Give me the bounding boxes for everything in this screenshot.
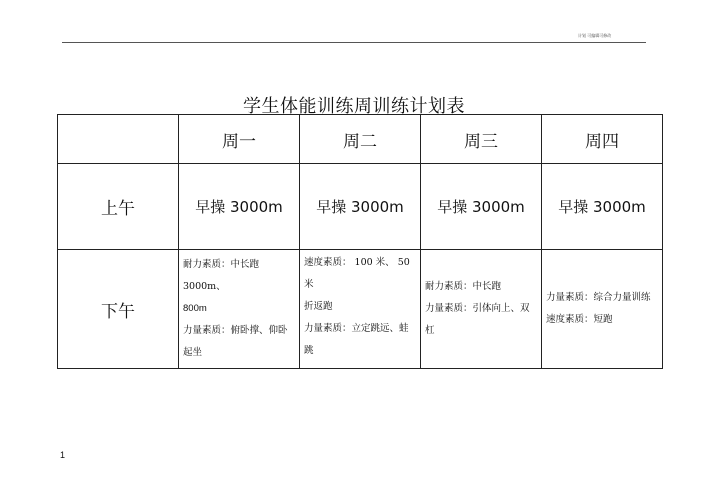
day-header-tue: 周二 — [300, 115, 421, 164]
afternoon-line: 折返跑 — [304, 301, 333, 312]
period-label-afternoon: 下午 — [58, 250, 179, 369]
afternoon-line: 力量素质：引体向上、双 — [425, 303, 530, 314]
training-plan-table — [57, 114, 663, 369]
afternoon-line: 跳 — [304, 345, 314, 356]
document-title: 学生体能训练周训练计划表 — [243, 96, 465, 117]
afternoon-cell-mon — [179, 250, 300, 369]
afternoon-line: 速度素质： 100 米、 50 米 — [304, 257, 410, 290]
afternoon-line: 杠 — [425, 325, 435, 336]
morning-cell-thu: 早操 3000m — [542, 164, 663, 250]
afternoon-cell-thu — [542, 250, 663, 369]
day-header-thu: 周四 — [542, 115, 663, 164]
morning-cell-tue: 早操 3000m — [300, 164, 421, 250]
afternoon-line: 耐力素质：中长跑 3000m、 — [183, 259, 260, 292]
table-header-row — [58, 115, 663, 164]
afternoon-line: 速度素质：短跑 — [546, 314, 613, 325]
afternoon-line: 800m — [183, 303, 207, 314]
afternoon-line: 力量素质：综合力量训练 — [546, 292, 651, 303]
header-note: 计划 可编辑可修改 — [578, 33, 612, 38]
table-row-afternoon — [58, 250, 663, 369]
period-label-morning: 上午 — [58, 164, 179, 250]
page-number: 1 — [60, 450, 66, 460]
afternoon-line: 耐力素质：中长跑 — [425, 281, 502, 292]
morning-cell-wed: 早操 3000m — [421, 164, 542, 250]
afternoon-cell-wed — [421, 250, 542, 369]
corner-cell — [58, 115, 179, 164]
afternoon-line: 力量素质：立定跳远、蛙 — [304, 323, 409, 334]
day-header-wed: 周三 — [421, 115, 542, 164]
afternoon-line: 力量素质：俯卧撑、仰卧 — [183, 325, 288, 336]
afternoon-cell-tue — [300, 250, 421, 369]
table-row-morning — [58, 164, 663, 250]
morning-cell-mon: 早操 3000m — [179, 164, 300, 250]
day-header-mon: 周一 — [179, 115, 300, 164]
afternoon-line: 起坐 — [183, 347, 203, 358]
header-rule — [62, 42, 646, 43]
